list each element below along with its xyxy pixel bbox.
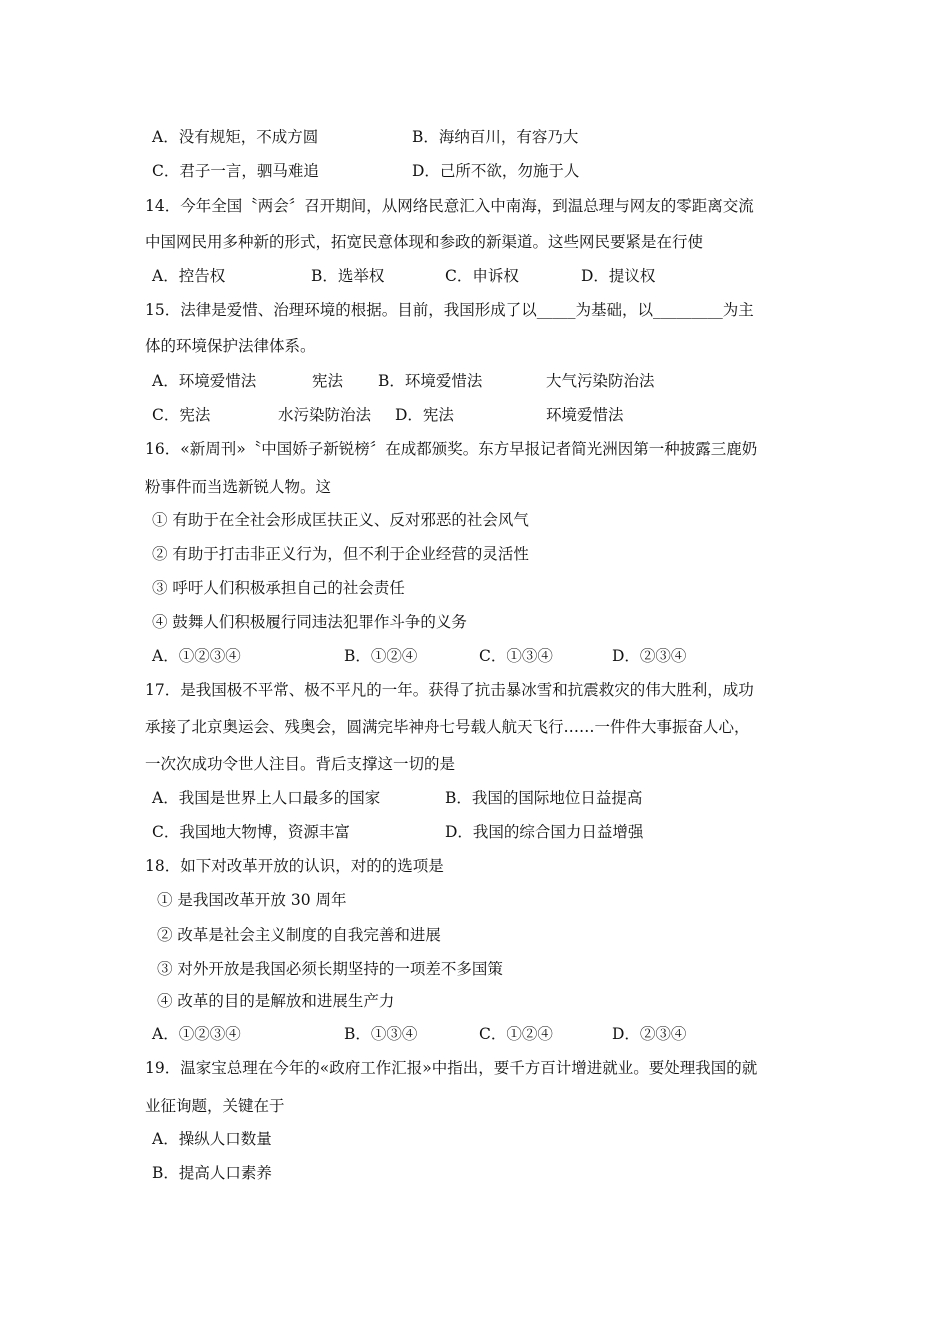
q14-option-d: D．提议权 <box>581 267 656 285</box>
q16-option-c: C．①③④ <box>479 647 553 665</box>
q17-stem-line-1: 17．是我国极不平常、极不平凡的一年。获得了抗击暴冰雪和抗震救灾的伟大胜利，成功 <box>145 681 754 699</box>
q17-option-a: A．我国是世界上人口最多的国家 <box>152 789 381 807</box>
q17-stem-line-2: 承接了北京奥运会、残奥会，圆满完毕神舟七号载人航天飞行……一件件大事振奋人心， <box>145 718 750 736</box>
q15-option-d-first: D．宪法 <box>395 406 454 424</box>
q15-option-c-second: 水污染防治法 <box>278 406 372 424</box>
q15-option-a-first: A．环境爱惜法 <box>152 372 257 390</box>
q19-stem-line-1: 19．温家宝总理在今年的«政府工作汇报»中指出，要千方百计增进就业。要处理我国的就 <box>145 1059 758 1077</box>
q14-option-a: A．控告权 <box>152 267 226 285</box>
q18-stem: 18．如下对改革开放的认识，对的的选项是 <box>145 857 444 875</box>
q18-option-a: A．①②③④ <box>152 1025 241 1043</box>
q19-stem-line-2: 业征询题，关键在于 <box>145 1097 285 1115</box>
q13-option-d: D．己所不欲，勿施于人 <box>412 162 580 180</box>
q19-option-b: B．提高人口素养 <box>152 1164 272 1182</box>
q16-statement-4: ④ 鼓舞人们积极履行同违法犯罪作斗争的义务 <box>152 613 467 631</box>
q13-option-b: B．海纳百川，有容乃大 <box>412 128 579 146</box>
q17-option-b: B．我国的国际地位日益提高 <box>445 789 643 807</box>
q16-option-a: A．①②③④ <box>152 647 241 665</box>
q16-option-b: B．①②④ <box>344 647 418 665</box>
q16-statement-1: ① 有助于在全社会形成匡扶正义、反对邪恶的社会风气 <box>152 511 529 529</box>
q18-option-b: B．①③④ <box>344 1025 418 1043</box>
q13-option-a: A．没有规矩，不成方圆 <box>152 128 319 146</box>
q17-option-d: D．我国的综合国力日益增强 <box>445 823 644 841</box>
q18-statement-1: ① 是我国改革开放 30 周年 <box>157 891 347 909</box>
q15-option-b-second: 大气污染防治法 <box>546 372 655 390</box>
q15-option-d-second: 环境爱惜法 <box>546 406 624 424</box>
q18-statement-2: ② 改革是社会主义制度的自我完善和进展 <box>157 926 441 944</box>
q16-option-d: D．②③④ <box>612 647 687 665</box>
q16-statement-3: ③ 呼吁人们积极承担自己的社会责任 <box>152 579 405 597</box>
q15-stem-line-1: 15．法律是爱惜、治理环境的根据。目前，我国形成了以_____为基础，以_________为主 <box>145 301 754 319</box>
q15-option-a-second: 宪法 <box>312 372 344 390</box>
q15-option-b-first: B．环境爱惜法 <box>378 372 483 390</box>
q14-option-b: B．选举权 <box>311 267 385 285</box>
q13-option-c: C．君子一言，驷马难追 <box>152 162 319 180</box>
q16-stem-line-1: 16．«新周刊»〝中国娇子新锐榜〞在成都颁奖。东方早报记者简光洲因第一种披露三鹿奶 <box>145 440 758 458</box>
q16-statement-2: ② 有助于打击非正义行为，但不利于企业经营的灵活性 <box>152 545 529 563</box>
q19-option-a: A．操纵人口数量 <box>152 1130 272 1148</box>
q17-option-c: C．我国地大物博，资源丰富 <box>152 823 350 841</box>
q16-stem-line-2: 粉事件而当选新锐人物。这 <box>145 478 332 496</box>
q14-stem-line-1: 14．今年全国〝两会〞召开期间，从网络民意汇入中南海，到温总理与网友的零距离交流 <box>145 197 754 215</box>
q14-stem-line-2: 中国网民用多种新的形式，拓宽民意体现和参政的新渠道。这些网民要紧是在行使 <box>145 233 704 251</box>
q15-stem-line-2: 体的环境保护法律体系。 <box>145 337 316 355</box>
q18-option-d: D．②③④ <box>612 1025 687 1043</box>
q18-option-c: C．①②④ <box>479 1025 553 1043</box>
q14-option-c: C．申诉权 <box>445 267 519 285</box>
q18-statement-3: ③ 对外开放是我国必须长期坚持的一项差不多国策 <box>157 960 503 978</box>
q15-option-c-first: C．宪法 <box>152 406 211 424</box>
q18-statement-4: ④ 改革的目的是解放和进展生产力 <box>157 992 395 1010</box>
q17-stem-line-3: 一次次成功令世人注目。背后支撑这一切的是 <box>145 755 456 773</box>
